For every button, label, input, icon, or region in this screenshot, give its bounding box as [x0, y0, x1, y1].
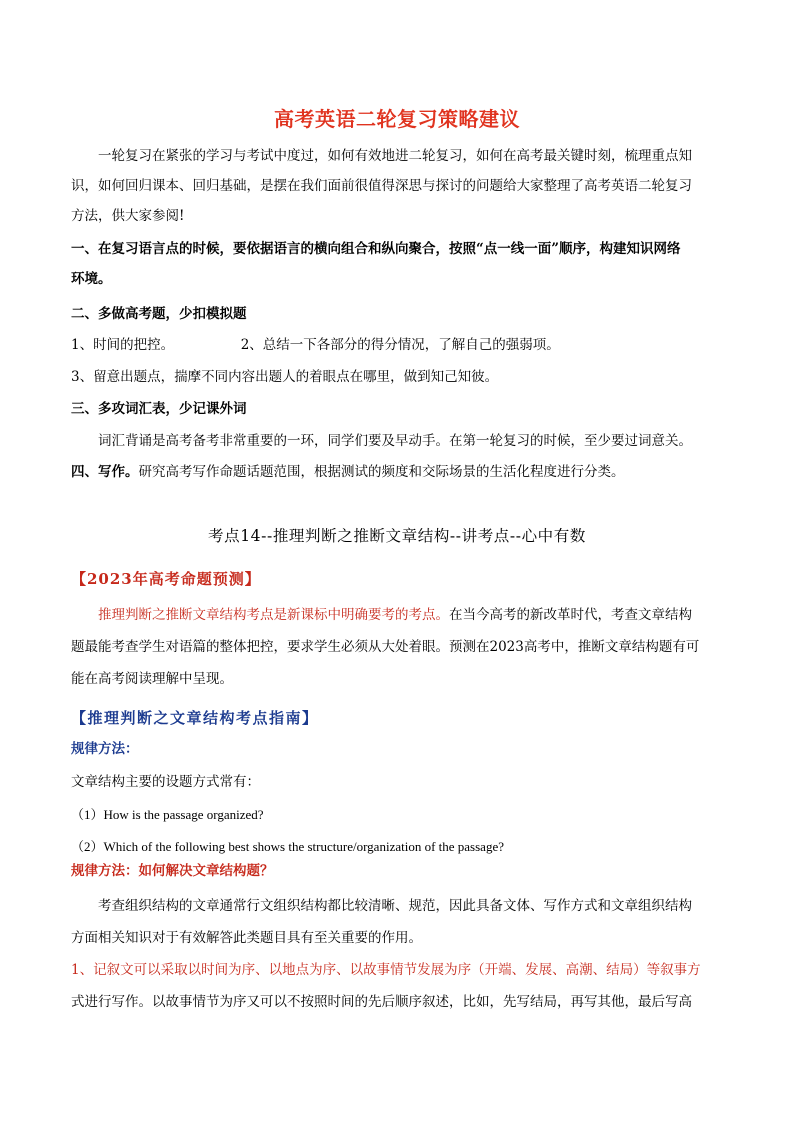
section-4-row [71, 463, 721, 481]
page-title: 高考英语二轮复习策略建议 [274, 107, 520, 131]
section-1-line-1: 一、在复习语言点的时候，要依据语言的横向组合和纵向聚合，按照“点一线一面”顺序，构建知识网络 [71, 241, 681, 257]
guide-paragraph-2-line-1: 1、记叙文可以采取以时间为序、以地点为序、以故事情节发展为序（开端、发展、高潮、结局）等叙事方 [71, 962, 701, 978]
guide-paragraph-2-line-2: 式进行写作。以故事情节为序又可以不按照时间的先后顺序叙述，比如，先写结局，再写其他，最后写高 [71, 994, 692, 1010]
section-2-heading: 二、多做高考题，少扣模拟题 [71, 306, 247, 322]
prediction-line-3: 能在高考阅读理解中呈现。 [71, 671, 233, 687]
rule-method-solve-heading: 规律方法：如何解决文章结构题？ [71, 863, 274, 879]
section-2-item-row [71, 336, 721, 354]
guide-paragraph-1-line-1: 考查组织结构的文章通常行文组织结构都比较清晰、规范，因此具备文体、写作方式和文章组织结构 [98, 898, 692, 914]
rule-method-label: 规律方法： [71, 741, 139, 757]
question-form-2: （2）Which of the following best shows the structure/organization of the passage? [71, 839, 504, 854]
prediction-line-1 [71, 606, 721, 624]
section-4-body: 研究高考写作命题话题范围，根据测试的频度和交际场景的生活化程度进行分类。 [138, 464, 625, 480]
section-3-heading: 三、多攻词汇表，少记课外词 [71, 401, 247, 417]
prediction-heading: 【2023年高考命题预测】 [71, 570, 261, 588]
question-forms-intro: 文章结构主要的设题方式常有： [71, 774, 260, 790]
section-subtitle: 考点14--推理判断之推断文章结构--讲考点--心中有数 [208, 527, 586, 545]
section-2-item-1: 1、时间的把控。 [71, 337, 175, 353]
section-1-line-2: 环境。 [71, 271, 112, 287]
intro-line-1: 一轮复习在紧张的学习与考试中度过，如何有效地进二轮复习，如何在高考最关键时刻，梳理重点知 [98, 148, 692, 164]
prediction-line-1-black: 在当今高考的新改革时代，考查文章结构 [449, 607, 692, 623]
guide-heading: 【推理判断之文章结构考点指南】 [71, 709, 319, 727]
guide-paragraph-1-line-2: 方面相关知识对于有效解答此类题目具有至关重要的作用。 [71, 930, 422, 946]
intro-line-3: 方法，供大家参阅! [71, 208, 185, 224]
prediction-line-1-red: 推理判断之推断文章结构考点是新课标中明确要考的考点。 [98, 607, 449, 623]
section-2-item-3: 3、留意出题点，揣摩不同内容出题人的着眼点在哪里，做到知己知彼。 [71, 369, 499, 385]
section-4-heading: 四、写作。 [71, 464, 139, 480]
section-2-item-2: 2、总结一下各部分的得分情况，了解自己的强弱项。 [240, 337, 560, 353]
intro-line-2: 识，如何回归课本、回归基础，是摆在我们面前很值得深思与探讨的问题给大家整理了高考英语二轮复习 [71, 178, 692, 194]
question-form-1: （1）How is the passage organized? [71, 807, 264, 822]
section-3-body: 词汇背诵是高考备考非常重要的一环，同学们要及早动手。在第一轮复习的时候，至少要过词意关。 [98, 433, 692, 449]
prediction-line-2: 题最能考查学生对语篇的整体把控，要求学生必须从大处着眼。预测在2023高考中，推断文章结构题有可 [71, 639, 700, 655]
